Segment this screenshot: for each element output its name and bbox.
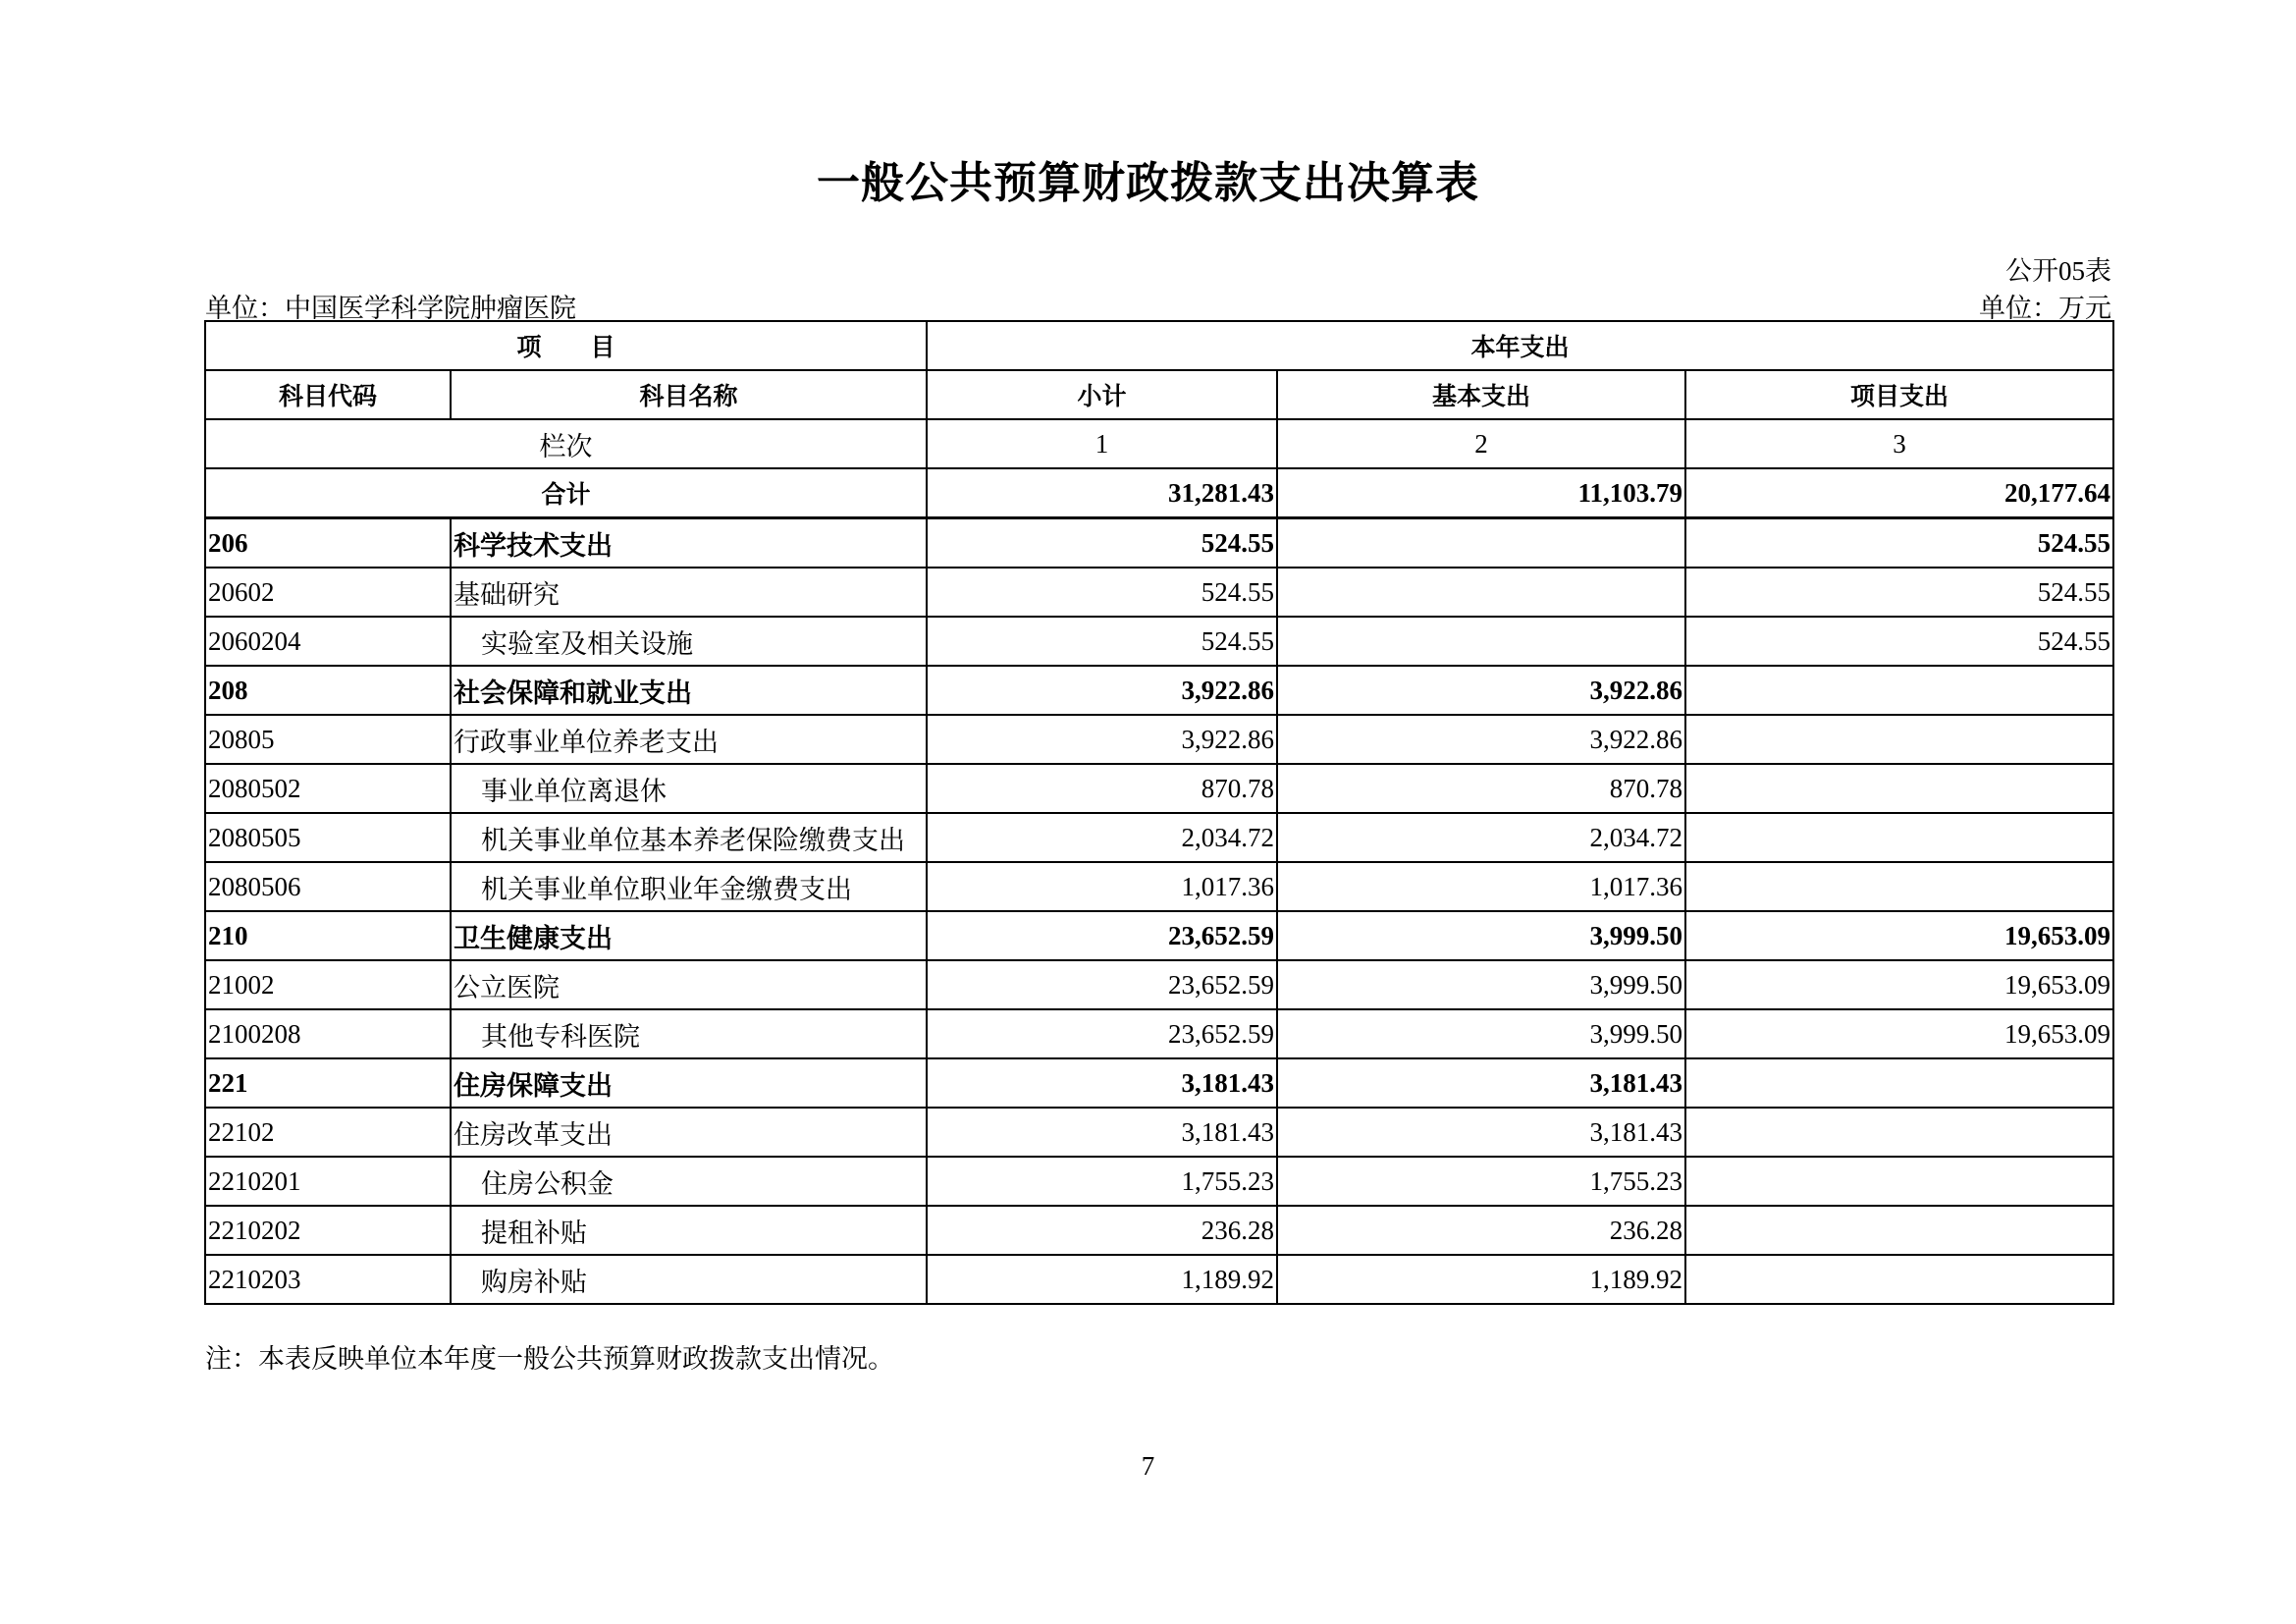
- row-code: 2100208: [205, 1009, 451, 1058]
- row-code: 20805: [205, 715, 451, 764]
- form-number: 公开05表: [2005, 256, 2111, 286]
- row-code: 2080505: [205, 813, 451, 862]
- row-subtotal: 2,034.72: [927, 813, 1277, 862]
- row-name: 事业单位离退休: [451, 764, 927, 813]
- total-label: 合计: [205, 468, 927, 518]
- row-project: 524.55: [1685, 568, 2113, 617]
- header-item: 项 目: [205, 321, 927, 370]
- row-name: 住房改革支出: [451, 1108, 927, 1157]
- row-basic: 3,922.86: [1277, 715, 1685, 764]
- reporting-unit: 单位：中国医学科学院肿瘤医院: [205, 294, 576, 323]
- row-subtotal: 1,017.36: [927, 862, 1277, 911]
- row-name: 住房保障支出: [451, 1058, 927, 1108]
- row-subtotal: 524.55: [927, 568, 1277, 617]
- header-project: 项目支出: [1685, 370, 2113, 419]
- table-row: [205, 813, 2113, 862]
- table-row: [205, 1157, 2113, 1206]
- report-title: 一般公共预算财政拨款支出决算表: [817, 159, 1479, 207]
- table-note: 注：本表反映单位本年度一般公共预算财政拨款支出情况。: [205, 1344, 894, 1374]
- row-basic: 3,181.43: [1277, 1108, 1685, 1157]
- row-project: [1685, 715, 2113, 764]
- header-row-sub: [205, 370, 2113, 419]
- row-basic: 1,189.92: [1277, 1255, 1685, 1304]
- table-row: [205, 715, 2113, 764]
- row-subtotal: 1,189.92: [927, 1255, 1277, 1304]
- row-basic: 2,034.72: [1277, 813, 1685, 862]
- row-name: 卫生健康支出: [451, 911, 927, 960]
- row-code: 20602: [205, 568, 451, 617]
- column-number-1: 1: [927, 419, 1277, 468]
- column-label: 栏次: [205, 419, 927, 468]
- row-project: 524.55: [1685, 617, 2113, 666]
- row-subtotal: 23,652.59: [927, 1009, 1277, 1058]
- row-basic: 3,999.50: [1277, 1009, 1685, 1058]
- header-row-top: [205, 321, 2113, 370]
- row-name: 购房补贴: [451, 1255, 927, 1304]
- total-basic: 11,103.79: [1277, 468, 1685, 518]
- row-name: 机关事业单位基本养老保险缴费支出: [451, 813, 927, 862]
- table-row: [205, 617, 2113, 666]
- row-code: 21002: [205, 960, 451, 1009]
- row-code: 2080506: [205, 862, 451, 911]
- row-basic: 3,999.50: [1277, 911, 1685, 960]
- row-subtotal: 3,181.43: [927, 1108, 1277, 1157]
- row-project: 19,653.09: [1685, 1009, 2113, 1058]
- row-basic: [1277, 518, 1685, 568]
- row-code: 2210202: [205, 1206, 451, 1255]
- row-code: 2210201: [205, 1157, 451, 1206]
- row-subtotal: 870.78: [927, 764, 1277, 813]
- row-code: 2210203: [205, 1255, 451, 1304]
- header-current-year: 本年支出: [927, 321, 2113, 370]
- table-row: [205, 666, 2113, 715]
- table-row: [205, 568, 2113, 617]
- table-row: [205, 764, 2113, 813]
- row-basic: 236.28: [1277, 1206, 1685, 1255]
- total-subtotal: 31,281.43: [927, 468, 1277, 518]
- column-number-row: [205, 419, 2113, 468]
- row-project: 19,653.09: [1685, 960, 2113, 1009]
- header-basic: 基本支出: [1277, 370, 1685, 419]
- table-row: [205, 1009, 2113, 1058]
- row-basic: [1277, 617, 1685, 666]
- row-name: 公立医院: [451, 960, 927, 1009]
- row-name: 科学技术支出: [451, 518, 927, 568]
- column-number-2: 2: [1277, 419, 1685, 468]
- row-subtotal: 3,922.86: [927, 715, 1277, 764]
- table-row: [205, 1206, 2113, 1255]
- row-project: 19,653.09: [1685, 911, 2113, 960]
- row-name: 社会保障和就业支出: [451, 666, 927, 715]
- row-code: 2080502: [205, 764, 451, 813]
- row-basic: 1,017.36: [1277, 862, 1685, 911]
- expenditure-table: [204, 320, 2114, 1305]
- table-row: [205, 1058, 2113, 1108]
- row-subtotal: 23,652.59: [927, 960, 1277, 1009]
- row-subtotal: 3,922.86: [927, 666, 1277, 715]
- row-name: 行政事业单位养老支出: [451, 715, 927, 764]
- row-name: 机关事业单位职业年金缴费支出: [451, 862, 927, 911]
- row-code: 22102: [205, 1108, 451, 1157]
- currency-unit: 单位：万元: [1979, 294, 2111, 323]
- row-name: 基础研究: [451, 568, 927, 617]
- table-row: [205, 862, 2113, 911]
- row-project: [1685, 1206, 2113, 1255]
- row-project: [1685, 1255, 2113, 1304]
- row-basic: 3,181.43: [1277, 1058, 1685, 1108]
- row-basic: 3,922.86: [1277, 666, 1685, 715]
- row-code: 210: [205, 911, 451, 960]
- row-subtotal: 236.28: [927, 1206, 1277, 1255]
- table-row: [205, 518, 2113, 568]
- row-code: 221: [205, 1058, 451, 1108]
- table-row: [205, 960, 2113, 1009]
- table-row: [205, 1108, 2113, 1157]
- header-code: 科目代码: [205, 370, 451, 419]
- row-code: 206: [205, 518, 451, 568]
- row-basic: [1277, 568, 1685, 617]
- total-project: 20,177.64: [1685, 468, 2113, 518]
- row-project: [1685, 666, 2113, 715]
- row-project: [1685, 862, 2113, 911]
- row-name: 其他专科医院: [451, 1009, 927, 1058]
- row-subtotal: 1,755.23: [927, 1157, 1277, 1206]
- table-row: [205, 1255, 2113, 1304]
- row-subtotal: 3,181.43: [927, 1058, 1277, 1108]
- row-project: [1685, 764, 2113, 813]
- row-project: 524.55: [1685, 518, 2113, 568]
- page-number: 7: [1141, 1451, 1155, 1481]
- row-basic: 1,755.23: [1277, 1157, 1685, 1206]
- row-basic: 3,999.50: [1277, 960, 1685, 1009]
- column-number-3: 3: [1685, 419, 2113, 468]
- row-name: 住房公积金: [451, 1157, 927, 1206]
- row-subtotal: 524.55: [927, 617, 1277, 666]
- row-subtotal: 524.55: [927, 518, 1277, 568]
- row-name: 提租补贴: [451, 1206, 927, 1255]
- row-project: [1685, 813, 2113, 862]
- row-basic: 870.78: [1277, 764, 1685, 813]
- row-code: 208: [205, 666, 451, 715]
- row-project: [1685, 1108, 2113, 1157]
- row-project: [1685, 1157, 2113, 1206]
- table-row: [205, 911, 2113, 960]
- row-name: 实验室及相关设施: [451, 617, 927, 666]
- header-name: 科目名称: [451, 370, 927, 419]
- row-project: [1685, 1058, 2113, 1108]
- total-row: [205, 468, 2113, 518]
- row-code: 2060204: [205, 617, 451, 666]
- header-subtotal: 小计: [927, 370, 1277, 419]
- row-subtotal: 23,652.59: [927, 911, 1277, 960]
